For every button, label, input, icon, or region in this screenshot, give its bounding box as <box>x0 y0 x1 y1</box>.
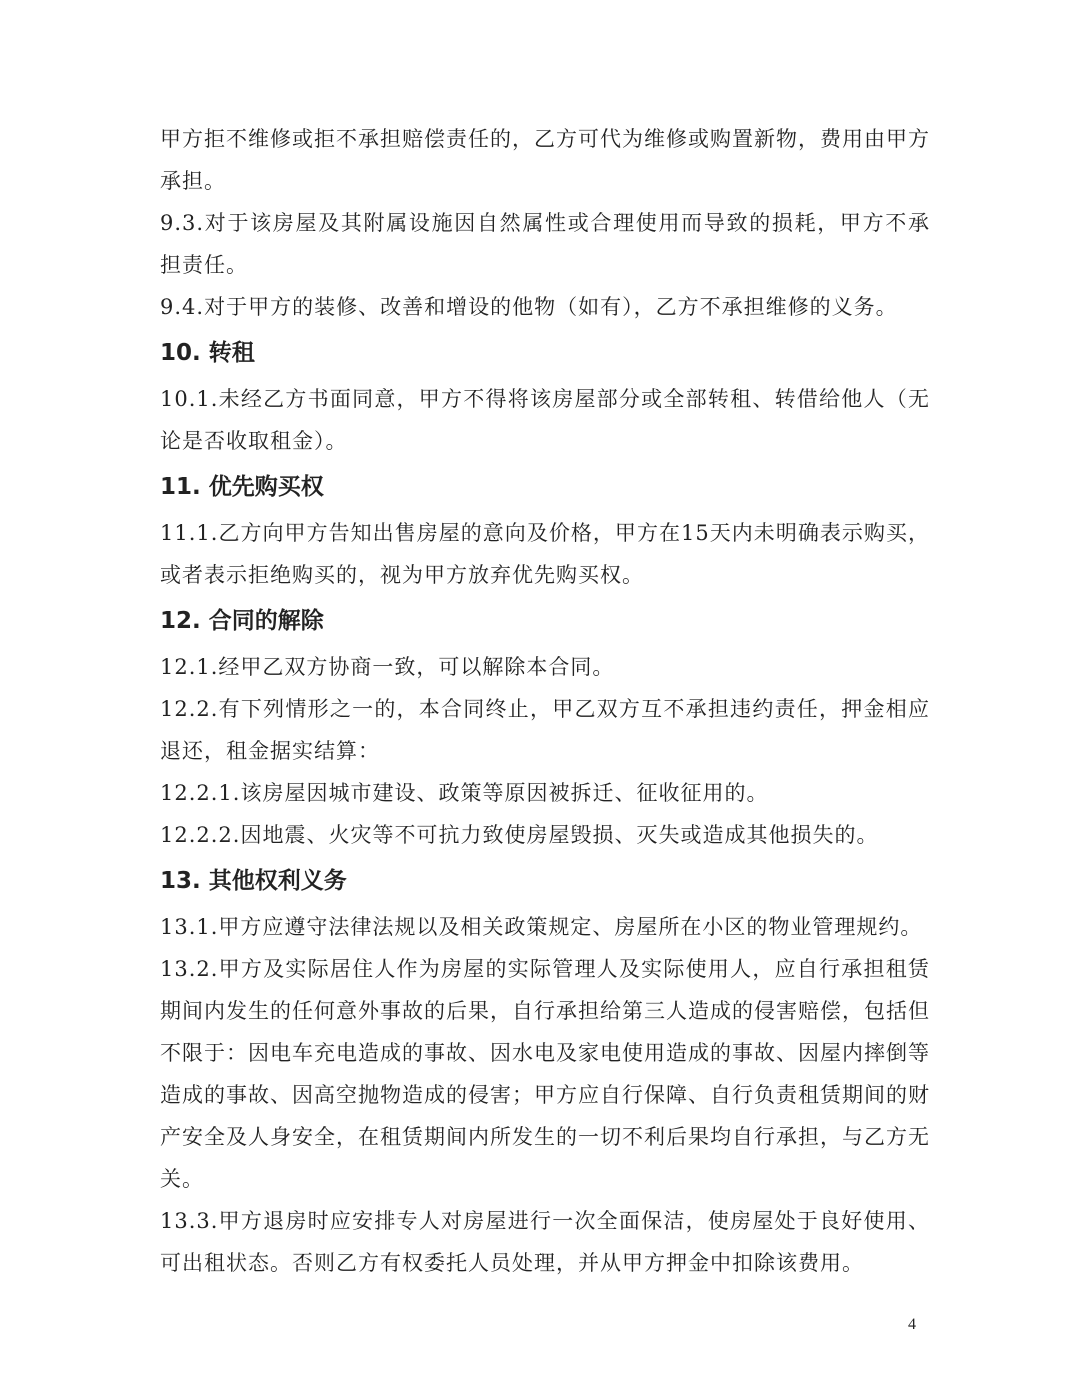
paragraph-10-1: 10.1.未经乙方书面同意，甲方不得将该房屋部分或全部转租、转借给他人（无论是否收取租金）。 <box>160 387 930 453</box>
paragraph-13-2: 13.2.甲方及实际居住人作为房屋的实际管理人及实际使用人，应自行承担租赁期间内发生的任何意外事故的后果，自行承担给第三人造成的侵害赔偿，包括但不限于：因电车充电造成的事故、因水电及家电使用造成的事故、因屋内摔倒等造成的事故、因高空抛物造成的侵害；甲方应自行保障、自行负责租赁期间的财产安全及人身安全，在租赁期间内所发生的一切不利后果均自行承担，与乙方无关。 <box>160 957 930 1191</box>
paragraph-12-2-1: 12.2.1.该房屋因城市建设、政策等原因被拆迁、征收征用的。 <box>160 781 769 805</box>
paragraph-13-1: 13.1.甲方应遵守法律法规以及相关政策规定、房屋所在小区的物业管理规约。 <box>160 915 923 939</box>
paragraph-12-2-2: 12.2.2.因地震、火灾等不可抗力致使房屋毁损、灭失或造成其他损失的。 <box>160 823 879 847</box>
paragraph-12-1: 12.1.经甲乙双方协商一致，可以解除本合同。 <box>160 655 615 679</box>
paragraph-9-3: 9.3.对于该房屋及其附属设施因自然属性或合理使用而导致的损耗，甲方不承担责任。 <box>160 211 930 277</box>
paragraph-13-3: 13.3.甲方退房时应安排专人对房屋进行一次全面保洁，使房屋处于良好使用、可出租状态。否则乙方有权委托人员处理，并从甲方押金中扣除该费用。 <box>160 1209 930 1275</box>
heading-10-sublease: 10. 转租 <box>160 340 255 366</box>
page-number: 4 <box>908 1316 916 1333</box>
paragraph-9-4: 9.4.对于甲方的装修、改善和增设的他物（如有），乙方不承担维修的义务。 <box>160 295 898 319</box>
paragraph-9-2-continued: 甲方拒不维修或拒不承担赔偿责任的，乙方可代为维修或购置新物，费用由甲方承担。 <box>160 127 930 193</box>
heading-12-termination: 12. 合同的解除 <box>160 608 324 634</box>
heading-13-other-rights: 13. 其他权利义务 <box>160 868 347 894</box>
document-page <box>160 118 930 1284</box>
heading-11-preemptive-right: 11. 优先购买权 <box>160 474 324 500</box>
paragraph-11-1: 11.1.乙方向甲方告知出售房屋的意向及价格，甲方在15天内未明确表示购买，或者表示拒绝购买的，视为甲方放弃优先购买权。 <box>160 521 930 587</box>
paragraph-12-2: 12.2.有下列情形之一的，本合同终止，甲乙双方互不承担违约责任，押金相应退还，租金据实结算： <box>160 697 930 763</box>
